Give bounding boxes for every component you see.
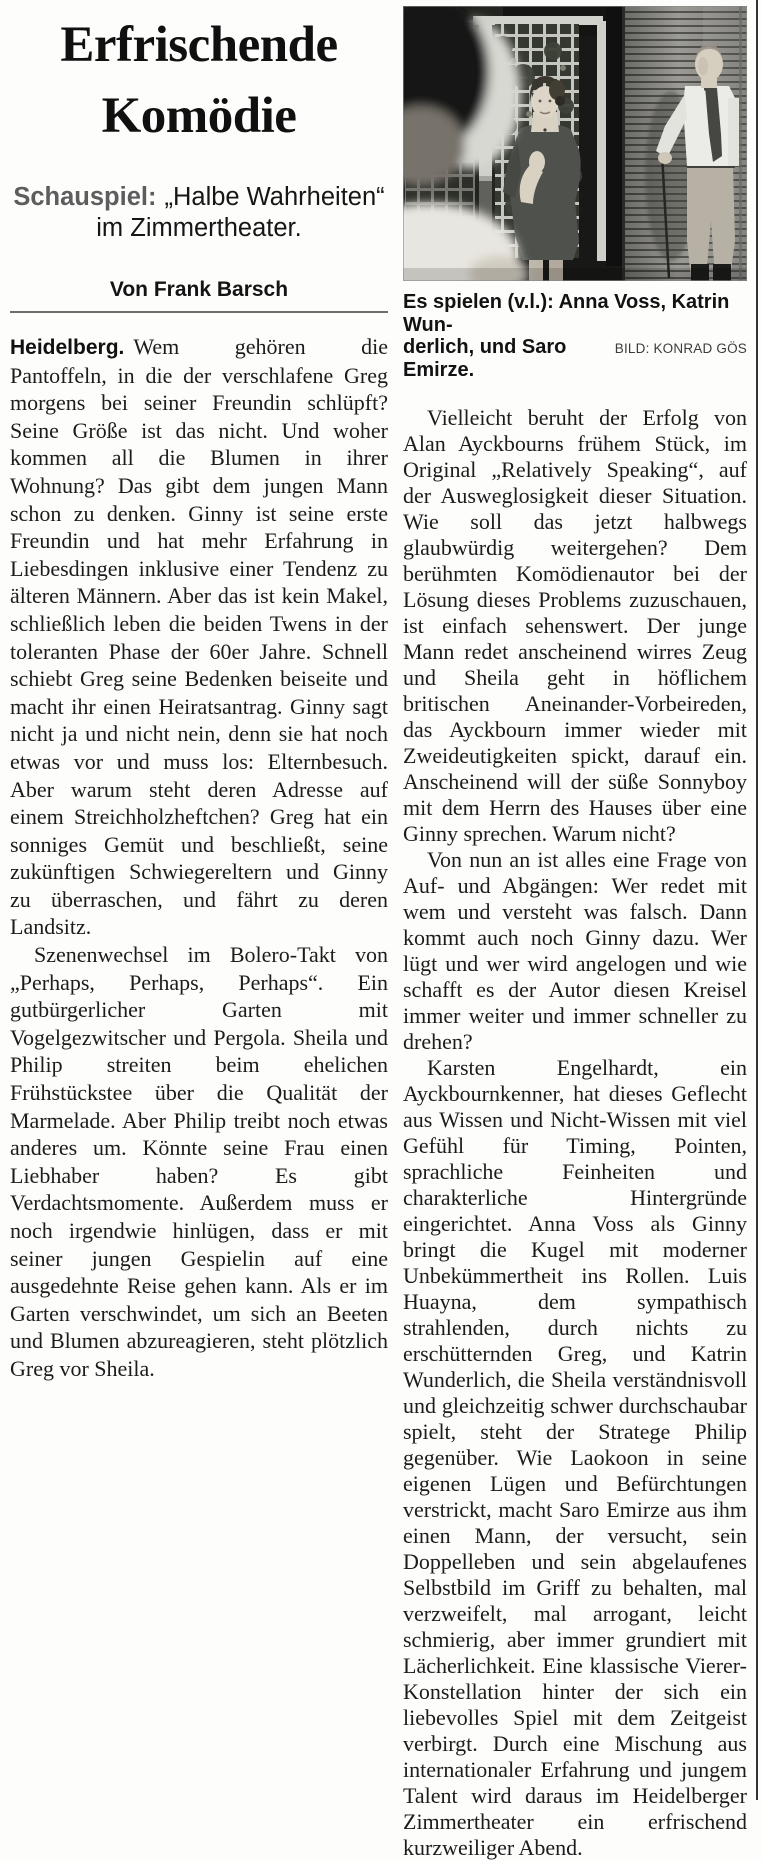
article-title (10, 10, 388, 152)
stage-photo (403, 6, 747, 281)
photo-caption (403, 291, 747, 381)
article-body-right (403, 405, 747, 1861)
column-divider-rule (756, 0, 758, 1800)
left-column (10, 0, 388, 1383)
article-title-line2: Komödie (101, 88, 297, 144)
right-column (403, 6, 747, 1861)
body-paragraph (10, 333, 388, 941)
photo-caption-line2: derlich, und Saro Emirze. (403, 336, 567, 381)
body-paragraph: Karsten Engelhardt, ein Ayckbournkenner, hat dieses Geflecht aus Wissen und Nicht-Wissen mit viel Gefühl für Timing, Pointen, sprachliche Feinheiten und charakterliche Hintergründe eingerichtet. Anna Voss als Ginny bringt die Kugel mit moderner Unbekümmertheit ins Rollen. Luis Huayna, dem sympathisch strahlenden, durch nichts zu erschütternden Greg, und Katrin Wunderlich, die Sheila verständnisvoll und gleichzeitig schwer durchschaubar spielt, steht der Stratege Philip gegenüber. Wie Laokoon in seine eigenen Lügen und Befürchtungen verstrickt, macht Saro Emirze aus ihm einen Mann, der versucht, sein Doppelleben und sein abgelaufenes Selbstbild im Griff zu behalten, mal verzweifelt, mal arrogant, leicht schmierig, aber immer grundiert mit Lächerlichkeit. Eine klassische Vierer-Konstellation hinter der sich ein liebevolles Spiel mit dem Zeitgeist verbirgt. Durch eine Mischung aus internationaler Erfahrung und jungem Talent wird daraus im Heidelberger Zimmertheater ein erfrischend kurzweiliger Abend. (403, 1055, 747, 1860)
subtitle-kicker: Schauspiel: (13, 183, 157, 211)
byline-divider (10, 311, 388, 313)
article-byline: Von Frank Barsch (109, 278, 289, 301)
article-subtitle (10, 182, 388, 244)
article-body-left (10, 333, 388, 1383)
pergola-beam (473, 16, 603, 25)
paragraph-text: Wem gehören die Pantoffeln, in die der verschlafene Greg morgens bei seiner Freundin schlüpft? Seine Größe ist das nicht. Und woher kommen all die Blumen in ihrer Wohnung? Das gibt dem jungen Mann schon zu denken. Ginny ist seine erste Freundin und hat mehr Erfahrung in Liebesdingen inklusive einer Tendenz zu älteren Männern. Aber das ist kein Makel, schließlich leben die beiden Twens in der toleranten Phase der 60er Jahre. Schnell schiebt Greg seine Bedenken beiseite und macht ihr einen Heiratsantrag. Ginny sagt nicht ja und nicht nein, denn sie hat noch etwas vor und muss los: Elternbesuch. Aber warum steht deren Adresse auf einem Streichholzheftchen? Greg hat ein sonniges Gemüt und beschließt, seine zukünftigen Schwiegereltern und Ginny zu überraschen, und fährt zu deren Landsitz. (10, 334, 388, 940)
dateline-lead-in: Heidelberg. (10, 336, 125, 359)
photo-caption-line1: Es spielen (v.l.): Anna Voss, Katrin Wun- (403, 291, 730, 336)
photo-credit: BILD: KONRAD GÖS (614, 341, 747, 356)
body-paragraph: Vielleicht beruht der Erfolg von Alan Ayckbourns frühem Stück, im Original „Relatively Speaking“, auf der Ausweglosigkeit dieser Situation. Wie soll das jetzt halbwegs glaubwürdig weitergehen? Dem berühmten Komödienautor bei der Lösung dieses Problems zuzuschauen, ist einfach sehenswert. Der junge Mann redet anscheinend wirres Zeug und Sheila geht in höflichem britischen Aneinander-Vorbeireden, das Ayckbourn immer wieder mit Zweideutigkeiten spickt, darauf ein. Anscheinend will der süße Sonnyboy mit dem Herrn des Hauses über eine Ginny sprechen. Warum nicht? (403, 405, 747, 846)
subtitle-text: „Halbe Wahrheiten“ im Zimmertheater. (96, 183, 385, 242)
body-paragraph: Von nun an ist alles eine Frage von Auf- und Abgängen: Wer redet mit wem und versteht was falsch. Dann kommt auch noch Ginny dazu. Wer lügt und wer wird angelogen und wie schafft es der Autor diesen Kreisel immer weiter und immer schneller zu drehen? (403, 847, 747, 1054)
article-title-line1: Erfrischende (60, 17, 338, 73)
body-paragraph: Szenenwechsel im Bolero-Takt von „Perhaps, Perhaps, Perhaps“. Ein gutbürgerlicher Garten mit Vogelgezwitscher und Pergola. Sheila und Philip streiten beim ehelichen Frühstückstee über die Qualität der Marmelade. Aber Philip treibt noch etwas anderes um. Könnte seine Frau einen Liebhaber haben? Es gibt Verdachtsmomente. Außerdem muss er noch irgendwie hinlügen, dass er mit seiner jungen Gespielin auf eine ausgedehnte Reise gehen kann. Als er im Garten verschwindet, um sich an Beeten und Blumen abzureagieren, steht plötzlich Greg vor Sheila. (10, 942, 388, 1381)
